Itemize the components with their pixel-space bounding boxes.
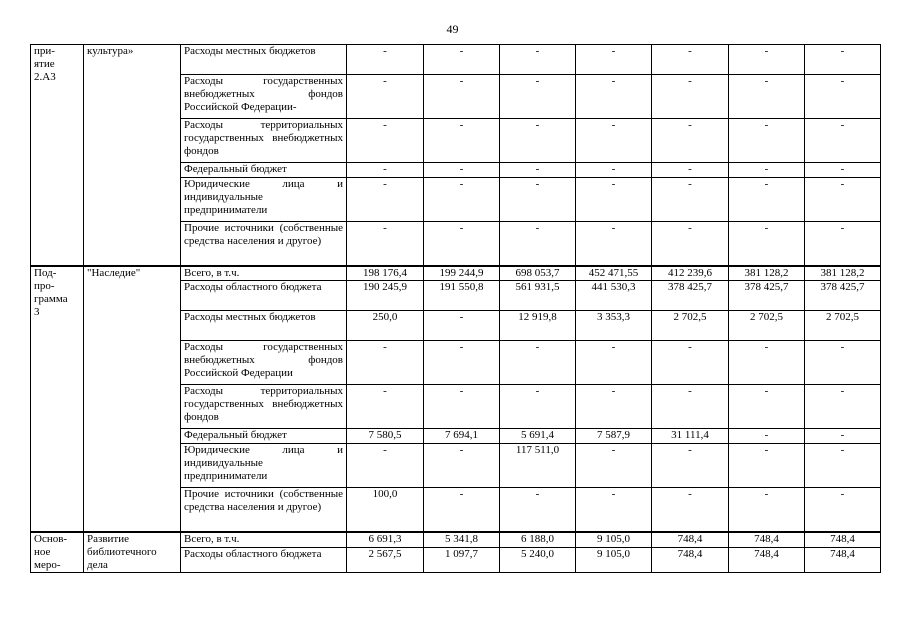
value-cell: 5 341,8 [424, 532, 500, 548]
value-cell: - [805, 119, 881, 163]
value-cell: 190 245,9 [347, 281, 424, 311]
value-cell: - [347, 341, 424, 385]
value-cell: - [805, 341, 881, 385]
value-cell: 198 176,4 [347, 266, 424, 281]
value-cell: - [805, 45, 881, 75]
value-cell: 452 471,55 [576, 266, 652, 281]
value-cell: 748,4 [805, 532, 881, 548]
value-cell: 2 702,5 [805, 311, 881, 341]
value-cell: - [424, 75, 500, 119]
value-cell: - [652, 119, 729, 163]
value-cell: 9 105,0 [576, 548, 652, 572]
funding-source-cell: Юридические лица и индивидуальные предприниматели [181, 444, 347, 488]
page-number: 49 [446, 22, 459, 36]
value-cell: - [729, 75, 805, 119]
value-cell: - [652, 163, 729, 178]
program-name-cell: "Наследие" [84, 266, 181, 532]
value-cell: - [576, 488, 652, 532]
value-cell: - [576, 45, 652, 75]
value-cell: - [576, 163, 652, 178]
value-cell: - [805, 429, 881, 444]
funding-source-cell: Всего, в т.ч. [181, 532, 347, 548]
value-cell: - [347, 385, 424, 429]
value-cell: - [652, 488, 729, 532]
value-cell: 381 128,2 [729, 266, 805, 281]
value-cell: 5 240,0 [500, 548, 576, 572]
value-cell: - [729, 444, 805, 488]
value-cell: - [729, 45, 805, 75]
program-cell: Основ- ное меро- [31, 532, 84, 573]
table-row [31, 532, 881, 548]
value-cell: 561 931,5 [500, 281, 576, 311]
value-cell: 117 511,0 [500, 444, 576, 488]
value-cell: - [805, 222, 881, 266]
value-cell: - [576, 178, 652, 222]
value-cell: 7 694,1 [424, 429, 500, 444]
value-cell: - [500, 178, 576, 222]
value-cell: - [424, 222, 500, 266]
value-cell: 12 919,8 [500, 311, 576, 341]
value-cell: - [424, 444, 500, 488]
value-cell: - [805, 163, 881, 178]
value-cell: 3 353,3 [576, 311, 652, 341]
value-cell: 100,0 [347, 488, 424, 532]
value-cell: - [576, 341, 652, 385]
value-cell: 7 587,9 [576, 429, 652, 444]
table-row [31, 45, 881, 75]
funding-source-cell: Федеральный бюджет [181, 429, 347, 444]
value-cell: - [805, 75, 881, 119]
value-cell: - [424, 311, 500, 341]
value-cell: - [347, 444, 424, 488]
table-row [31, 266, 881, 281]
value-cell: 2 702,5 [729, 311, 805, 341]
value-cell: - [652, 341, 729, 385]
value-cell: - [729, 429, 805, 444]
value-cell: 378 425,7 [805, 281, 881, 311]
value-cell: 5 691,4 [500, 429, 576, 444]
value-cell: 31 111,4 [652, 429, 729, 444]
value-cell: - [576, 119, 652, 163]
funding-source-cell: Расходы государственных внебюджетных фондов Российской Федерации [181, 341, 347, 385]
value-cell: 441 530,3 [576, 281, 652, 311]
program-name-cell: культура» [84, 45, 181, 266]
value-cell: - [729, 119, 805, 163]
value-cell: - [347, 45, 424, 75]
value-cell: - [424, 119, 500, 163]
value-cell: - [500, 119, 576, 163]
program-cell: при- ятие 2.А3 [31, 45, 84, 266]
value-cell: 698 053,7 [500, 266, 576, 281]
value-cell: - [347, 119, 424, 163]
value-cell: 1 097,7 [424, 548, 500, 572]
value-cell: 748,4 [805, 548, 881, 572]
value-cell: - [424, 178, 500, 222]
value-cell: 191 550,8 [424, 281, 500, 311]
funding-source-cell: Федеральный бюджет [181, 163, 347, 178]
value-cell: - [500, 45, 576, 75]
value-cell: - [652, 178, 729, 222]
value-cell: - [805, 444, 881, 488]
program-name-cell: Развитие библиотечного дела [84, 532, 181, 573]
value-cell: - [652, 75, 729, 119]
value-cell: - [424, 488, 500, 532]
value-cell: 381 128,2 [805, 266, 881, 281]
funding-source-cell: Расходы областного бюджета [181, 548, 347, 572]
value-cell: - [424, 385, 500, 429]
value-cell: - [347, 178, 424, 222]
value-cell: - [500, 222, 576, 266]
value-cell: - [424, 45, 500, 75]
funding-source-cell: Расходы местных бюджетов [181, 311, 347, 341]
value-cell: 2 702,5 [652, 311, 729, 341]
funding-source-cell: Прочие источники (собственные средства населения и другое) [181, 222, 347, 266]
value-cell: 7 580,5 [347, 429, 424, 444]
value-cell: - [652, 385, 729, 429]
value-cell: - [500, 163, 576, 178]
value-cell: - [424, 341, 500, 385]
value-cell: - [347, 75, 424, 119]
value-cell: 748,4 [729, 532, 805, 548]
funding-source-cell: Расходы государственных внебюджетных фондов Российской Федерации- [181, 75, 347, 119]
funding-source-cell: Расходы областного бюджета [181, 281, 347, 311]
funding-source-cell: Расходы территориальных государственных внебюджетных фондов [181, 119, 347, 163]
value-cell: 2 567,5 [347, 548, 424, 572]
value-cell: - [729, 385, 805, 429]
value-cell: - [729, 488, 805, 532]
funding-source-cell: Юридические лица и индивидуальные предприниматели [181, 178, 347, 222]
value-cell: - [805, 178, 881, 222]
value-cell: 6 691,3 [347, 532, 424, 548]
value-cell: - [729, 163, 805, 178]
value-cell: - [347, 163, 424, 178]
value-cell: 9 105,0 [576, 532, 652, 548]
funding-source-cell: Расходы территориальных государственных внебюджетных фондов [181, 385, 347, 429]
program-cell: Под- про- грамма 3 [31, 266, 84, 532]
budget-table [30, 44, 881, 573]
value-cell: - [500, 488, 576, 532]
value-cell: - [500, 341, 576, 385]
value-cell: - [652, 222, 729, 266]
value-cell: 748,4 [729, 548, 805, 572]
funding-source-cell: Прочие источники (собственные средства населения и другое) [181, 488, 347, 532]
value-cell: - [805, 385, 881, 429]
value-cell: - [576, 444, 652, 488]
funding-source-cell: Расходы местных бюджетов [181, 45, 347, 75]
value-cell: - [500, 75, 576, 119]
budget-table-body [31, 45, 881, 573]
value-cell: - [805, 488, 881, 532]
funding-source-cell: Всего, в т.ч. [181, 266, 347, 281]
value-cell: - [576, 222, 652, 266]
value-cell: - [576, 75, 652, 119]
value-cell: 748,4 [652, 532, 729, 548]
value-cell: 412 239,6 [652, 266, 729, 281]
value-cell: - [347, 222, 424, 266]
value-cell: - [424, 163, 500, 178]
value-cell: - [729, 222, 805, 266]
value-cell: 6 188,0 [500, 532, 576, 548]
value-cell: - [652, 45, 729, 75]
value-cell: 378 425,7 [652, 281, 729, 311]
value-cell: - [652, 444, 729, 488]
value-cell: - [729, 341, 805, 385]
value-cell: 748,4 [652, 548, 729, 572]
value-cell: 378 425,7 [729, 281, 805, 311]
value-cell: - [729, 178, 805, 222]
value-cell: 199 244,9 [424, 266, 500, 281]
value-cell: 250,0 [347, 311, 424, 341]
value-cell: - [500, 385, 576, 429]
value-cell: - [576, 385, 652, 429]
